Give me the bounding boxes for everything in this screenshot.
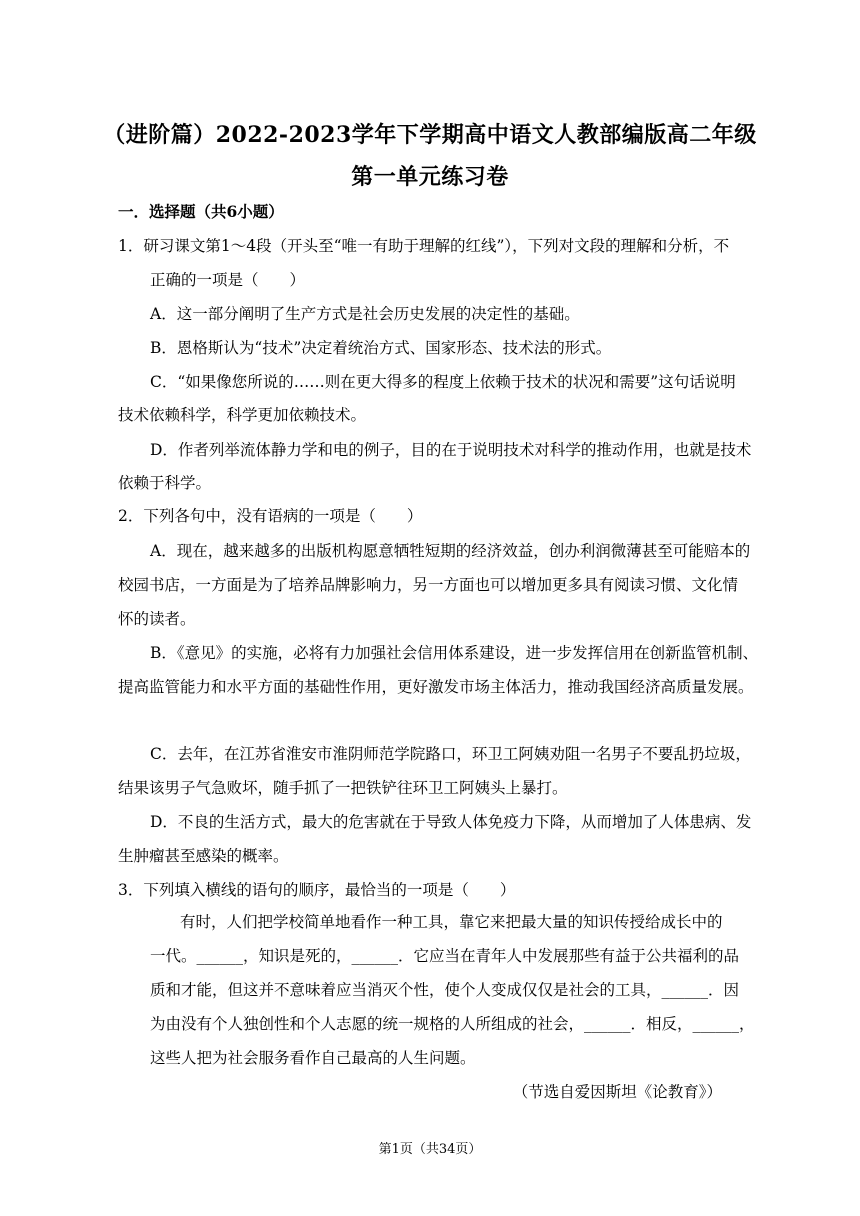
q1-stem-line1: 1．研习课文第1～4段（开头至“唯一有助于理解的红线”），下列对文段的理解和分析，不 xyxy=(118,237,730,255)
q2-option-a-line2: 校园书店，一方面是为了培养品牌影响力，另一方面也可以增加更多具有阅读习惯、文化情 xyxy=(118,576,739,594)
q2-option-d-line1: D．不良的生活方式，最大的危害就在于导致人体免疫力下降，从而增加了人体患病、发 xyxy=(150,813,752,831)
q1-option-d-line1: D．作者列举流体静力学和电的例子，目的在于说明技术对科学的推动作用，也就是技术 xyxy=(150,441,752,459)
q1-option-a: A．这一部分阐明了生产方式是社会历史发展的决定性的基础。 xyxy=(150,305,580,323)
q3-passage-line2: 一代。______，知识是死的，______．它应当在青年人中发展那些有益于公共福利的品 xyxy=(150,947,740,965)
q1-option-c-line1: C．“如果像您所说的……则在更大得多的程度上依赖于技术的状况和需要”这句话说明 xyxy=(150,373,736,391)
q2-option-b-line1: B．《意见》的实施，必将有力加强社会信用体系建设，进一步发挥信用在创新监管机制、 xyxy=(150,644,759,662)
q3-passage-line4: 为由没有个人独创性和个人志愿的统一规格的人所组成的社会，______．相反，______， xyxy=(150,1015,755,1033)
q2-option-a-line3: 怀的读者。 xyxy=(118,610,196,628)
q3-stem: 3．下列填入横线的语句的顺序，最恰当的一项是（ ） xyxy=(118,881,516,899)
page-footer: 第1页（共34页） xyxy=(378,1142,482,1157)
section-heading: 一．选择题（共6小题） xyxy=(118,202,284,221)
q1-stem-line2: 正确的一项是（ ） xyxy=(150,271,306,289)
q1-option-d-line2: 依赖于科学。 xyxy=(118,474,212,492)
q2-option-c-line2: 结果该男子气急败坏，随手抓了一把铁铲往环卫工阿姨头上暴打。 xyxy=(118,779,568,797)
q3-passage-line1: 有时，人们把学校简单地看作一种工具，靠它来把最大量的知识传授给成长中的 xyxy=(180,913,723,931)
q2-option-c-line1: C．去年，在江苏省淮安市淮阴师范学院路口，环卫工阿姨劝阻一名男子不要乱扔垃圾， xyxy=(150,745,751,763)
q2-option-a-line1: A．现在，越来越多的出版机构愿意牺牲短期的经济效益，创办利润微薄甚至可能赔本的 xyxy=(150,542,751,560)
q2-option-b-line2: 提高监管能力和水平方面的基础性作用，更好激发市场主体活力，推动我国经济高质量发展。 xyxy=(118,678,754,696)
q2-option-d-line2: 生肿瘤甚至感染的概率。 xyxy=(118,847,289,865)
q3-passage-line5: 这些人把为社会服务看作自己最高的人生问题。 xyxy=(150,1049,476,1067)
document-title-line2: 第一单元练习卷 xyxy=(351,164,509,190)
q2-stem: 2．下列各句中，没有语病的一项是（ ） xyxy=(118,507,423,525)
q3-source: （节选自爱因斯坦《论教育》） xyxy=(512,1083,722,1101)
q1-option-b: B．恩格斯认为“技术”决定着统治方式、国家形态、技术法的形式。 xyxy=(150,339,612,357)
q3-passage-line3: 质和才能，但这并不意味着应当消灭个性，使个人变成仅仅是社会的工具，______．因 xyxy=(150,981,740,999)
document-title-line1: （进阶篇）2022-2023学年下学期高中语文人教部编版高二年级 xyxy=(103,122,757,148)
q1-option-c-line2: 技术依赖科学，科学更加依赖技术。 xyxy=(118,406,367,424)
